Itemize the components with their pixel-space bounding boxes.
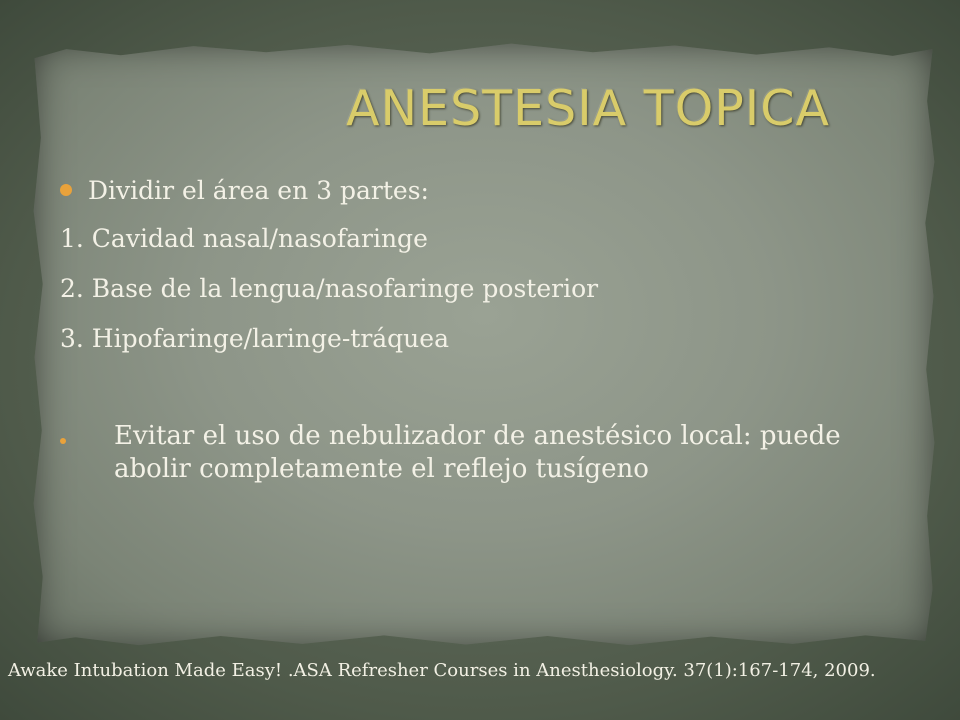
- slide-title: ANESTESIA TOPICA: [345, 80, 830, 137]
- list-item-3: 3. Hipofaringe/laringe-tráquea: [60, 324, 449, 353]
- bullet-item-avoid: Evitar el uso de nebulizador de anestésico local: puede abolir completamente el reflejo tusígeno: [114, 421, 841, 484]
- bullet-item-divide: [60, 178, 429, 203]
- bullet-dot-small-icon: [60, 438, 66, 444]
- bullet-text: Dividir el área en 3 partes:: [88, 176, 429, 205]
- list-item-1: 1. Cavidad nasal/nasofaringe: [60, 224, 428, 253]
- bullet-dot-icon: [60, 184, 72, 196]
- citation-reference: Awake Intubation Made Easy! .ASA Refresher Courses in Anesthesiology. 37(1):167-174, 2009.: [8, 660, 876, 681]
- list-item-2: 2. Base de la lengua/nasofaringe posterior: [60, 274, 599, 303]
